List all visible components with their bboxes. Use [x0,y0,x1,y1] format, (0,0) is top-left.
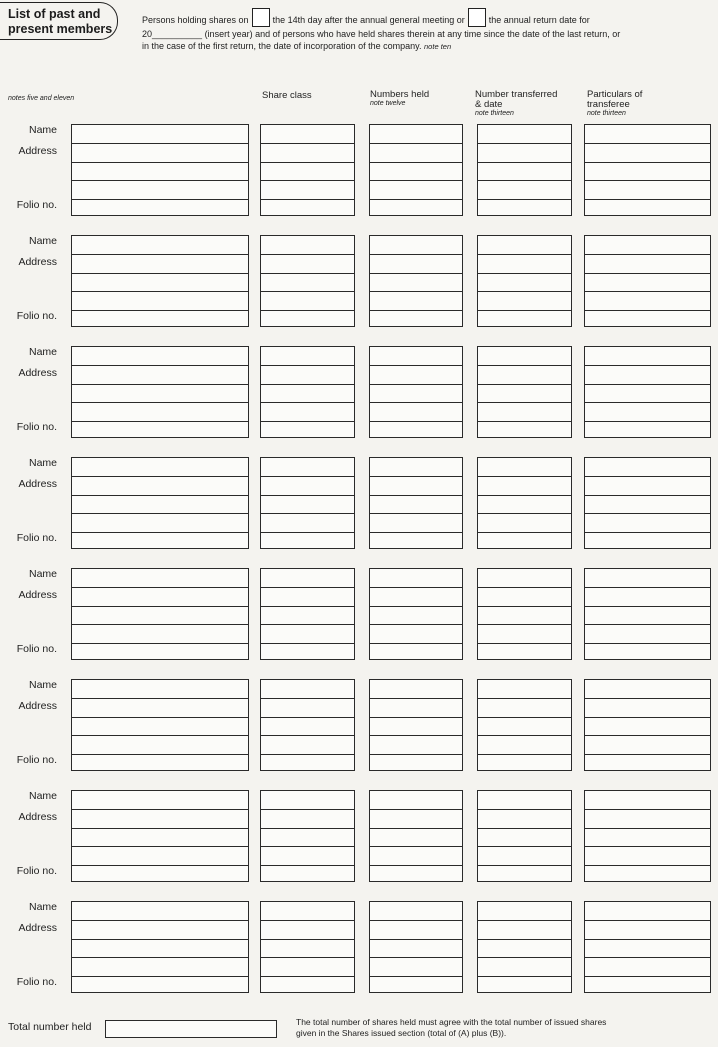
address-label: Address [18,256,57,268]
number-transferred-field[interactable] [477,235,572,327]
field-row-divider [261,587,354,588]
share-class-field[interactable] [260,790,355,882]
numbers-held-field[interactable] [369,346,463,438]
field-row-divider [478,809,571,810]
field-row-divider [478,939,571,940]
field-row-divider [72,865,248,866]
field-row-divider [370,643,462,644]
field-row-divider [585,180,710,181]
header-numbers-held-text: Numbers held [370,89,430,100]
header-transferred-line2: & date [475,99,503,110]
field-row-divider [72,587,248,588]
field-row-divider [370,846,462,847]
intro-text-2: the 14th day after the annual general meeting or [272,15,465,25]
field-row-divider [261,606,354,607]
field-row-divider [72,180,248,181]
intro-line-3 [142,40,451,53]
field-row-divider [585,717,710,718]
field-row-divider [585,846,710,847]
name-label: Name [28,124,57,136]
share-class-field[interactable] [260,124,355,216]
field-row-divider [261,402,354,403]
name-address-field[interactable] [71,901,249,993]
field-row-divider [370,476,462,477]
field-row-divider [585,143,710,144]
field-row-divider [585,273,710,274]
field-row-divider [261,143,354,144]
folio-label: Folio no. [16,643,57,655]
field-row-divider [585,476,710,477]
field-row-divider [72,143,248,144]
particulars-transferee-field[interactable] [584,346,711,438]
field-row-divider [72,939,248,940]
share-class-field[interactable] [260,901,355,993]
name-address-field[interactable] [71,235,249,327]
total-footnote [296,1017,711,1039]
field-row-divider [72,976,248,977]
field-row-divider [261,495,354,496]
field-row-divider [585,643,710,644]
field-row-divider [72,754,248,755]
field-row-divider [72,846,248,847]
field-row-divider [585,754,710,755]
particulars-transferee-field[interactable] [584,679,711,771]
share-class-field[interactable] [260,235,355,327]
section-title-line1: List of past and [8,7,101,21]
field-row-divider [478,310,571,311]
field-row-divider [261,754,354,755]
field-row-divider [478,513,571,514]
header-particulars-note: note thirteen [587,110,626,117]
field-row-divider [478,846,571,847]
field-row-divider [585,587,710,588]
field-row-divider [478,717,571,718]
particulars-transferee-field[interactable] [584,124,711,216]
field-row-divider [370,532,462,533]
field-row-divider [370,273,462,274]
field-row-divider [370,865,462,866]
field-row-divider [261,421,354,422]
particulars-transferee-field[interactable] [584,457,711,549]
field-row-divider [370,698,462,699]
address-label: Address [18,478,57,490]
field-row-divider [585,365,710,366]
name-label: Name [28,346,57,358]
field-row-divider [261,828,354,829]
header-transferred-line1: Number transferred [475,89,558,100]
field-row-divider [585,865,710,866]
field-row-divider [370,310,462,311]
field-row-divider [370,291,462,292]
field-row-divider [585,513,710,514]
folio-label: Folio no. [16,421,57,433]
field-row-divider [370,162,462,163]
field-row-divider [585,920,710,921]
total-number-held-field[interactable] [105,1020,277,1038]
field-row-divider [72,513,248,514]
field-row-divider [72,643,248,644]
folio-label: Folio no. [16,976,57,988]
field-row-divider [478,421,571,422]
field-row-divider [261,698,354,699]
number-transferred-field[interactable] [477,568,572,660]
field-row-divider [261,976,354,977]
field-row-divider [585,254,710,255]
field-row-divider [585,828,710,829]
field-row-divider [370,180,462,181]
number-transferred-field[interactable] [477,901,572,993]
field-row-divider [478,735,571,736]
numbers-held-field[interactable] [369,679,463,771]
field-row-divider [585,421,710,422]
field-row-divider [370,828,462,829]
field-row-divider [478,624,571,625]
field-row-divider [478,865,571,866]
field-row-divider [478,143,571,144]
field-row-divider [261,624,354,625]
header-share-class: Share class [262,90,312,101]
field-row-divider [585,624,710,625]
field-row-divider [261,809,354,810]
field-row-divider [478,162,571,163]
name-label: Name [28,568,57,580]
numbers-held-field[interactable] [369,124,463,216]
number-transferred-field[interactable] [477,124,572,216]
field-row-divider [370,754,462,755]
name-address-field[interactable] [71,790,249,882]
field-row-divider [478,273,571,274]
field-row-divider [72,421,248,422]
field-row-divider [370,513,462,514]
field-row-divider [72,920,248,921]
field-row-divider [370,254,462,255]
numbers-held-field[interactable] [369,235,463,327]
field-row-divider [72,162,248,163]
field-row-divider [478,587,571,588]
field-row-divider [585,495,710,496]
address-label: Address [18,589,57,601]
field-row-divider [370,939,462,940]
agm-date-checkbox[interactable] [252,8,270,27]
field-row-divider [585,735,710,736]
field-row-divider [72,402,248,403]
folio-label: Folio no. [16,310,57,322]
field-row-divider [261,846,354,847]
field-row-divider [478,957,571,958]
field-row-divider [478,606,571,607]
field-row-divider [370,606,462,607]
field-row-divider [72,273,248,274]
field-row-divider [261,273,354,274]
field-row-divider [478,643,571,644]
share-class-field[interactable] [260,346,355,438]
number-transferred-field[interactable] [477,346,572,438]
intro-text-4: in the case of the first return, the date of incorporation of the company. [142,41,422,51]
return-date-checkbox[interactable] [468,8,486,27]
field-row-divider [261,920,354,921]
field-row-divider [585,402,710,403]
field-row-divider [478,828,571,829]
share-class-field[interactable] [260,679,355,771]
header-transferred-note: note thirteen [475,110,514,117]
number-transferred-field[interactable] [477,457,572,549]
field-row-divider [370,735,462,736]
field-row-divider [585,698,710,699]
address-label: Address [18,811,57,823]
field-row-divider [370,809,462,810]
total-label: Total number held [8,1021,92,1033]
field-row-divider [478,532,571,533]
field-row-divider [261,384,354,385]
particulars-transferee-field[interactable] [584,568,711,660]
field-row-divider [478,495,571,496]
field-row-divider [478,291,571,292]
total-footnote-line2: given in the Shares issued section (total of (A) plus (B)). [296,1028,507,1038]
field-row-divider [478,920,571,921]
notes-label: notes five and eleven [8,95,75,102]
header-numbers-held [370,90,429,108]
name-address-field[interactable] [71,346,249,438]
folio-label: Folio no. [16,865,57,877]
field-row-divider [261,365,354,366]
field-row-divider [370,495,462,496]
header-particulars-line2: transferee [587,99,630,110]
intro-text-3: the annual return date for [488,15,590,25]
field-row-divider [585,310,710,311]
field-row-divider [261,291,354,292]
field-row-divider [585,291,710,292]
field-row-divider [261,476,354,477]
field-row-divider [585,384,710,385]
field-row-divider [370,421,462,422]
number-transferred-field[interactable] [477,679,572,771]
field-row-divider [478,402,571,403]
numbers-held-field[interactable] [369,568,463,660]
field-row-divider [72,291,248,292]
field-row-divider [585,199,710,200]
field-row-divider [261,532,354,533]
field-row-divider [261,735,354,736]
folio-label: Folio no. [16,532,57,544]
field-row-divider [261,643,354,644]
field-row-divider [261,180,354,181]
intro-line-2: 20__________ (insert year) and of persons who have held shares therein at any time since the date of the last return, or [142,29,621,39]
section-title-line2: present members [8,22,113,36]
field-row-divider [585,976,710,977]
field-row-divider [72,532,248,533]
numbers-held-field[interactable] [369,901,463,993]
field-row-divider [370,365,462,366]
number-transferred-field[interactable] [477,790,572,882]
field-row-divider [478,180,571,181]
intro-line-1 [142,8,590,27]
header-number-transferred [475,90,557,118]
field-row-divider [370,199,462,200]
field-row-divider [478,254,571,255]
name-address-field[interactable] [71,568,249,660]
field-row-divider [585,957,710,958]
name-label: Name [28,235,57,247]
field-row-divider [261,310,354,311]
field-row-divider [370,143,462,144]
share-class-field[interactable] [260,568,355,660]
field-row-divider [261,957,354,958]
address-label: Address [18,145,57,157]
field-row-divider [72,199,248,200]
field-row-divider [72,310,248,311]
section-title [0,2,118,40]
field-row-divider [261,513,354,514]
field-row-divider [261,939,354,940]
total-footnote-line1: The total number of shares held must agree with the total number of issued shares [296,1017,607,1027]
field-row-divider [478,365,571,366]
name-label: Name [28,790,57,802]
field-row-divider [370,402,462,403]
field-row-divider [261,162,354,163]
field-row-divider [72,476,248,477]
field-row-divider [72,717,248,718]
address-label: Address [18,700,57,712]
field-row-divider [478,199,571,200]
field-row-divider [72,624,248,625]
field-row-divider [72,365,248,366]
field-row-divider [370,976,462,977]
field-row-divider [72,606,248,607]
field-row-divider [478,976,571,977]
share-class-field[interactable] [260,457,355,549]
field-row-divider [72,809,248,810]
field-row-divider [72,735,248,736]
address-label: Address [18,367,57,379]
name-address-field[interactable] [71,457,249,549]
field-row-divider [72,254,248,255]
name-label: Name [28,901,57,913]
field-row-divider [72,698,248,699]
address-label: Address [18,922,57,934]
field-row-divider [72,384,248,385]
field-row-divider [585,162,710,163]
name-label: Name [28,457,57,469]
field-row-divider [261,254,354,255]
field-row-divider [478,754,571,755]
folio-label: Folio no. [16,199,57,211]
particulars-transferee-field[interactable] [584,790,711,882]
field-row-divider [478,476,571,477]
numbers-held-field[interactable] [369,457,463,549]
field-row-divider [261,865,354,866]
folio-label: Folio no. [16,754,57,766]
field-row-divider [72,495,248,496]
name-label: Name [28,679,57,691]
intro-note: note ten [424,42,452,51]
field-row-divider [370,920,462,921]
field-row-divider [370,957,462,958]
field-row-divider [585,809,710,810]
field-row-divider [370,624,462,625]
intro-text-1: Persons holding shares on [142,15,249,25]
numbers-held-field[interactable] [369,790,463,882]
field-row-divider [478,384,571,385]
particulars-transferee-field[interactable] [584,235,711,327]
particulars-transferee-field[interactable] [584,901,711,993]
field-row-divider [72,957,248,958]
field-row-divider [370,717,462,718]
field-row-divider [370,587,462,588]
name-address-field[interactable] [71,679,249,771]
field-row-divider [261,199,354,200]
header-particulars-line1: Particulars of [587,89,643,100]
field-row-divider [478,698,571,699]
field-row-divider [585,606,710,607]
header-numbers-held-note: note twelve [370,100,406,107]
field-row-divider [370,384,462,385]
name-address-field[interactable] [71,124,249,216]
field-row-divider [72,828,248,829]
header-particulars [587,90,642,118]
field-row-divider [261,717,354,718]
field-row-divider [585,939,710,940]
field-row-divider [585,532,710,533]
